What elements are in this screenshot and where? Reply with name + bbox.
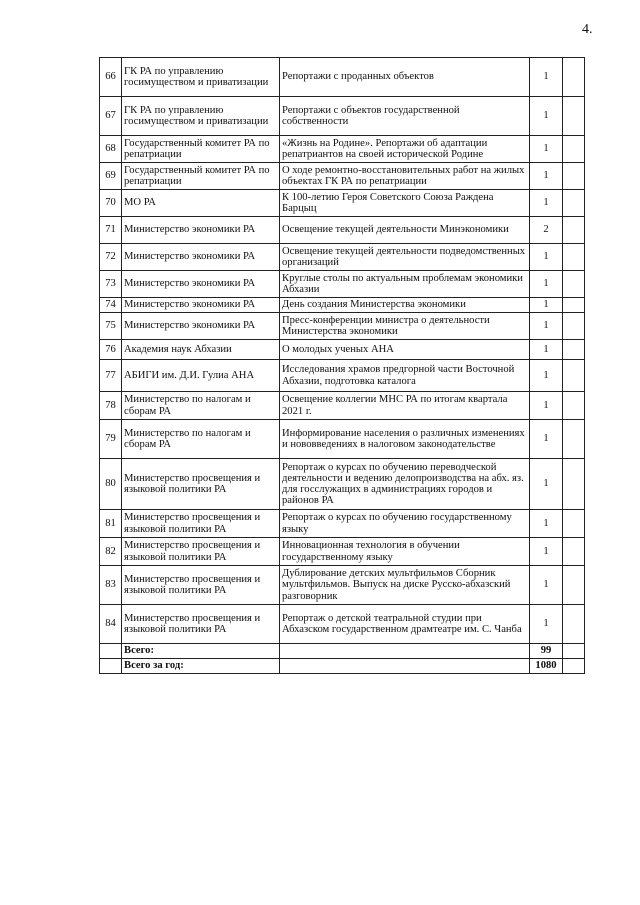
count-cell: 1 (530, 298, 563, 313)
count-cell: 1 (530, 605, 563, 644)
table-row (100, 271, 585, 298)
empty-cell (563, 538, 585, 566)
table-row (100, 459, 585, 510)
empty-cell (563, 459, 585, 510)
row-number: 76 (100, 340, 122, 360)
count-cell: 1 (530, 459, 563, 510)
topic-cell: Репортаж о курсах по обучению переводческой деятельности и ведению делопроизводства на абх. яз. для госслужащих в администрациях городов и районов РА (280, 459, 530, 510)
organization-cell: Министерство просвещения и языковой политики РА (122, 510, 280, 538)
topic-cell: Репортаж о курсах по обучению государственному языку (280, 510, 530, 538)
year-total-label: Всего за год: (122, 659, 280, 674)
organization-cell: Министерство просвещения и языковой политики РА (122, 605, 280, 644)
count-cell: 1 (530, 190, 563, 217)
topic-cell: Инновационная технология в обучении государственному языку (280, 538, 530, 566)
organization-cell: Государственный комитет РА по репатриации (122, 136, 280, 163)
row-number: 75 (100, 313, 122, 340)
row-number: 67 (100, 97, 122, 136)
row-number: 72 (100, 244, 122, 271)
topic-cell: Репортажи с проданных объектов (280, 58, 530, 97)
empty-cell (563, 605, 585, 644)
table-row (100, 392, 585, 420)
total-count: 99 (530, 644, 563, 659)
table-row (100, 510, 585, 538)
total-label: Всего: (122, 644, 280, 659)
organization-cell: Министерство экономики РА (122, 244, 280, 271)
count-cell: 1 (530, 340, 563, 360)
table-row (100, 420, 585, 459)
topic-cell: Пресс-конференции министра о деятельности Министерства экономики (280, 313, 530, 340)
empty-cell (563, 97, 585, 136)
empty-cell (563, 313, 585, 340)
count-cell: 1 (530, 566, 563, 605)
empty-cell (280, 644, 530, 659)
organization-cell: Академия наук Абхазии (122, 340, 280, 360)
organization-cell: Государственный комитет РА по репатриации (122, 163, 280, 190)
organization-cell: Министерство экономики РА (122, 271, 280, 298)
total-row (100, 644, 585, 659)
count-cell: 1 (530, 420, 563, 459)
topic-cell: Круглые столы по актуальным проблемам экономики Абхазии (280, 271, 530, 298)
topic-cell: Исследования храмов предгорной части Восточной Абхазии, подготовка каталога (280, 360, 530, 392)
topic-cell: Освещение текущей деятельности Минэкономики (280, 217, 530, 244)
count-cell: 2 (530, 217, 563, 244)
row-number: 79 (100, 420, 122, 459)
empty-cell (100, 659, 122, 674)
empty-cell (563, 566, 585, 605)
row-number: 69 (100, 163, 122, 190)
empty-cell (563, 244, 585, 271)
organization-cell: ГК РА по управлению госимуществом и приватизации (122, 97, 280, 136)
row-number: 77 (100, 360, 122, 392)
topic-cell: Освещение коллегии МНС РА по итогам квартала 2021 г. (280, 392, 530, 420)
count-cell: 1 (530, 136, 563, 163)
empty-cell (563, 298, 585, 313)
organization-cell: МО РА (122, 190, 280, 217)
empty-cell (563, 58, 585, 97)
organization-cell: Министерство по налогам и сборам РА (122, 420, 280, 459)
table-row (100, 538, 585, 566)
organization-cell: Министерство экономики РА (122, 298, 280, 313)
row-number: 83 (100, 566, 122, 605)
empty-cell (563, 271, 585, 298)
empty-cell (563, 340, 585, 360)
table-row (100, 163, 585, 190)
count-cell: 1 (530, 392, 563, 420)
topic-cell: Информирование населения о различных изменениях и нововведениях в налоговом законодательстве (280, 420, 530, 459)
empty-cell (563, 392, 585, 420)
row-number: 81 (100, 510, 122, 538)
topic-cell: О молодых ученых АНА (280, 340, 530, 360)
organization-cell: АБИГИ им. Д.И. Гулиа АНА (122, 360, 280, 392)
topic-cell: Дублирование детских мультфильмов Сборник мультфильмов. Выпуск на диске Русско-абхазский разговорник (280, 566, 530, 605)
row-number: 74 (100, 298, 122, 313)
organization-cell: Министерство экономики РА (122, 217, 280, 244)
table-row (100, 244, 585, 271)
row-number: 66 (100, 58, 122, 97)
organization-cell: Министерство просвещения и языковой политики РА (122, 459, 280, 510)
row-number: 78 (100, 392, 122, 420)
count-cell: 1 (530, 360, 563, 392)
table-row (100, 360, 585, 392)
count-cell: 1 (530, 313, 563, 340)
report-table (99, 57, 585, 674)
table-row (100, 605, 585, 644)
table-row (100, 313, 585, 340)
organization-cell: Министерство просвещения и языковой политики РА (122, 566, 280, 605)
count-cell: 1 (530, 163, 563, 190)
topic-cell: О ходе ремонтно-восстановительных работ на жилых объектах ГК РА по репатриации (280, 163, 530, 190)
empty-cell (563, 360, 585, 392)
count-cell: 1 (530, 538, 563, 566)
row-number: 70 (100, 190, 122, 217)
empty-cell (563, 420, 585, 459)
row-number: 73 (100, 271, 122, 298)
table-row (100, 566, 585, 605)
row-number: 82 (100, 538, 122, 566)
empty-cell (563, 659, 585, 674)
topic-cell: «Жизнь на Родине». Репортажи об адаптации репатриантов на своей исторической Родине (280, 136, 530, 163)
year-total-count: 1080 (530, 659, 563, 674)
table-row (100, 217, 585, 244)
count-cell: 1 (530, 97, 563, 136)
empty-cell (100, 644, 122, 659)
page-number: 4. (582, 22, 593, 37)
topic-cell: Освещение текущей деятельности подведомственных организаций (280, 244, 530, 271)
table-row (100, 298, 585, 313)
empty-cell (563, 217, 585, 244)
row-number: 80 (100, 459, 122, 510)
table-row (100, 136, 585, 163)
count-cell: 1 (530, 271, 563, 298)
table-row (100, 190, 585, 217)
row-number: 71 (100, 217, 122, 244)
organization-cell: Министерство экономики РА (122, 313, 280, 340)
row-number: 84 (100, 605, 122, 644)
count-cell: 1 (530, 510, 563, 538)
empty-cell (563, 644, 585, 659)
year-total-row (100, 659, 585, 674)
count-cell: 1 (530, 58, 563, 97)
topic-cell: К 100-летию Героя Советского Союза Раждена Барцыц (280, 190, 530, 217)
organization-cell: ГК РА по управлению госимуществом и приватизации (122, 58, 280, 97)
topic-cell: Репортажи с объектов государственной собственности (280, 97, 530, 136)
empty-cell (563, 510, 585, 538)
row-number: 68 (100, 136, 122, 163)
table-row (100, 58, 585, 97)
empty-cell (563, 190, 585, 217)
empty-cell (280, 659, 530, 674)
empty-cell (563, 136, 585, 163)
organization-cell: Министерство по налогам и сборам РА (122, 392, 280, 420)
count-cell: 1 (530, 244, 563, 271)
table-row (100, 340, 585, 360)
table-row (100, 97, 585, 136)
organization-cell: Министерство просвещения и языковой политики РА (122, 538, 280, 566)
topic-cell: День создания Министерства экономики (280, 298, 530, 313)
topic-cell: Репортаж о детской театральной студии при Абхазском государственном драмтеатре им. С. Чанба (280, 605, 530, 644)
empty-cell (563, 163, 585, 190)
